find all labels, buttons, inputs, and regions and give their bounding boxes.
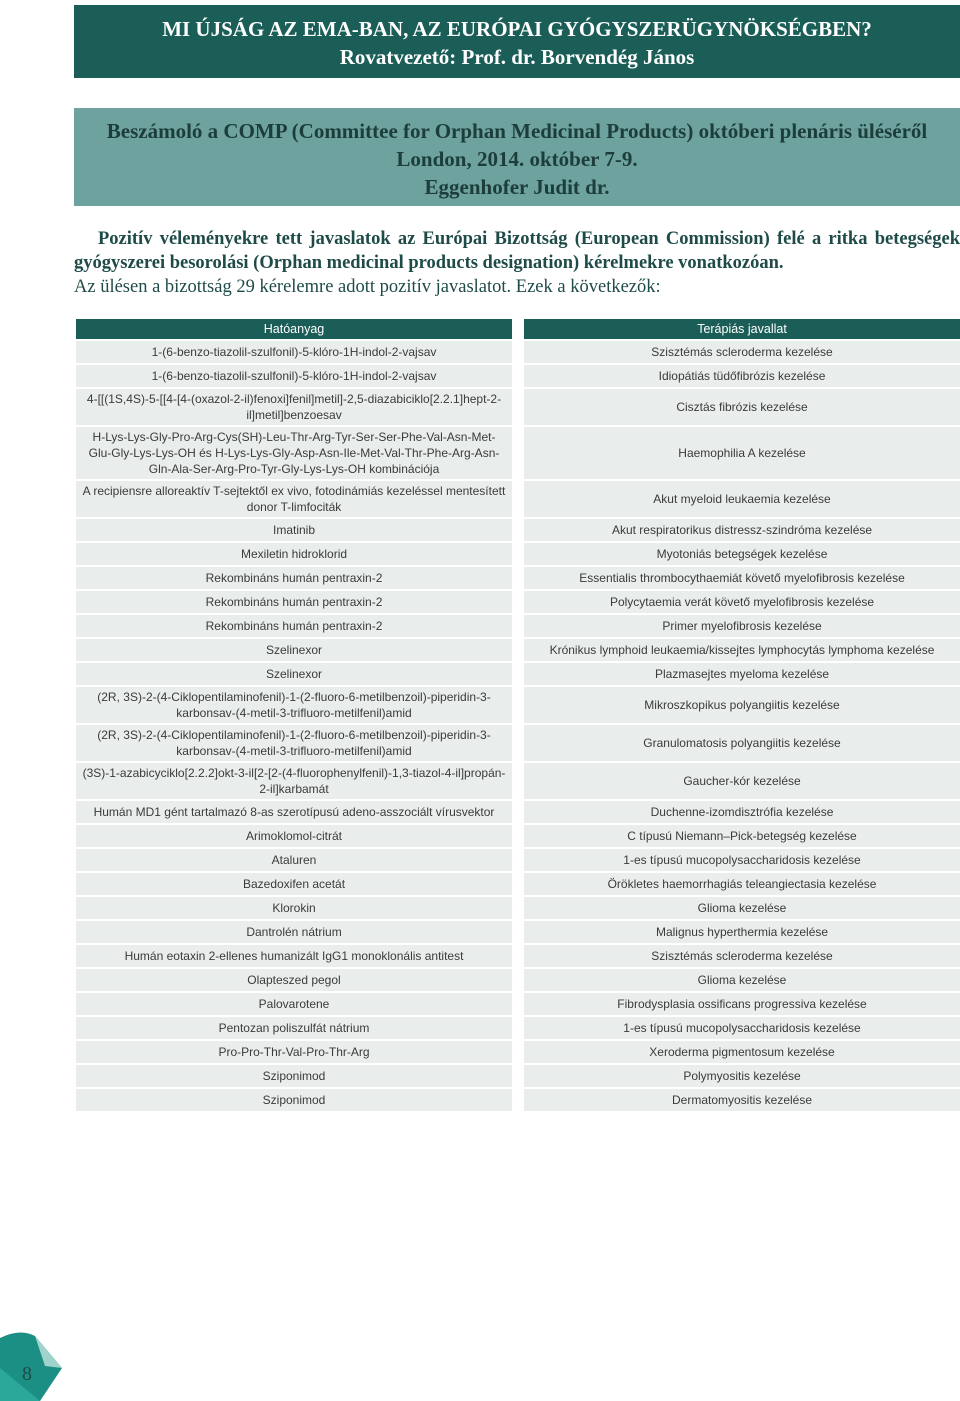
indication-cell: Örökletes haemorrhagiás teleangiectasia kezelése bbox=[524, 873, 960, 895]
table-row bbox=[76, 801, 960, 823]
table-row bbox=[76, 341, 960, 363]
table-row bbox=[76, 725, 960, 761]
section-header bbox=[74, 5, 960, 78]
indication-cell: Gaucher-kór kezelése bbox=[524, 763, 960, 799]
table-row bbox=[76, 825, 960, 847]
indication-cell: Idiopátiás tüdőfibrózis kezelése bbox=[524, 365, 960, 387]
table-row bbox=[76, 427, 960, 479]
indication-cell: Mikroszkopikus polyangiitis kezelése bbox=[524, 687, 960, 723]
substance-cell: Klorokin bbox=[76, 897, 512, 919]
indication-cell: Szisztémás scleroderma kezelése bbox=[524, 945, 960, 967]
substance-cell: 4-[[(1S,4S)-5-[[4-[4-(oxazol-2-il)fenoxi]fenil]metil]-2,5-diazabiciklo[2.2.1]hept-2-il]metil]benzoesav bbox=[76, 389, 512, 425]
column-header-substance: Hatóanyag bbox=[76, 319, 512, 339]
table-row bbox=[76, 849, 960, 871]
substance-cell: Rekombináns humán pentraxin-2 bbox=[76, 591, 512, 613]
report-header bbox=[74, 108, 960, 206]
table-header-row bbox=[76, 319, 960, 339]
intro-summary: Az ülésen a bizottság 29 kérelemre adott pozitív javaslatot. Ezek a következők: bbox=[74, 277, 661, 297]
indication-cell: Krónikus lymphoid leukaemia/kissejtes lymphocytás lymphoma kezelése bbox=[524, 639, 960, 661]
substance-cell: (2R, 3S)-2-(4-Ciklopentilaminofenil)-1-(2-fluoro-6-metilbenzoil)-piperidin-3-karbonsav-(4-metil-3-trifluoro-metilfenil)amid bbox=[76, 725, 512, 761]
substance-cell: Sziponimod bbox=[76, 1089, 512, 1111]
substance-cell: Pentozan poliszulfát nátrium bbox=[76, 1017, 512, 1039]
page-number: 8 bbox=[22, 1363, 32, 1385]
substance-cell: Szelinexor bbox=[76, 639, 512, 661]
substance-cell: Palovarotene bbox=[76, 993, 512, 1015]
table-row bbox=[76, 873, 960, 895]
indication-cell: Granulomatosis polyangiitis kezelése bbox=[524, 725, 960, 761]
indication-cell: 1-es típusú mucopolysaccharidosis kezelése bbox=[524, 1017, 960, 1039]
table-row bbox=[76, 591, 960, 613]
indication-cell: Cisztás fibrózis kezelése bbox=[524, 389, 960, 425]
table-row bbox=[76, 1065, 960, 1087]
table-row bbox=[76, 389, 960, 425]
substance-cell: 1-(6-benzo-tiazolil-szulfonil)-5-klóro-1H-indol-2-vajsav bbox=[76, 365, 512, 387]
substance-cell: Szelinexor bbox=[76, 663, 512, 685]
table-row bbox=[76, 1041, 960, 1063]
table-row bbox=[76, 921, 960, 943]
substance-cell: Ataluren bbox=[76, 849, 512, 871]
table-row bbox=[76, 481, 960, 517]
intro-text bbox=[74, 227, 960, 299]
table-row bbox=[76, 687, 960, 723]
indication-cell: Fibrodysplasia ossificans progressiva kezelése bbox=[524, 993, 960, 1015]
table-row bbox=[76, 763, 960, 799]
indication-cell: Haemophilia A kezelése bbox=[524, 427, 960, 479]
table-row bbox=[76, 969, 960, 991]
substance-cell: (2R, 3S)-2-(4-Ciklopentilaminofenil)-1-(2-fluoro-6-metilbenzoil)-piperidin-3-karbonsav-(4-metil-3-trifluoro-metilfenil)amid bbox=[76, 687, 512, 723]
report-title: Beszámoló a COMP (Committee for Orphan Medicinal Products) októberi plenáris üléséről bbox=[106, 119, 928, 143]
table-row bbox=[76, 519, 960, 541]
substance-cell: Rekombináns humán pentraxin-2 bbox=[76, 567, 512, 589]
substance-cell: Sziponimod bbox=[76, 1065, 512, 1087]
table-row bbox=[76, 1089, 960, 1111]
indication-cell: Polymyositis kezelése bbox=[524, 1065, 960, 1087]
indication-cell: Glioma kezelése bbox=[524, 969, 960, 991]
substance-cell: Humán eotaxin 2-ellenes humanizált IgG1 monoklonális antitest bbox=[76, 945, 512, 967]
indication-cell: Polycytaemia verát követő myelofibrosis kezelése bbox=[524, 591, 960, 613]
report-author: Eggenhofer Judit dr. bbox=[424, 175, 610, 199]
indication-cell: Szisztémás scleroderma kezelése bbox=[524, 341, 960, 363]
table-row bbox=[76, 897, 960, 919]
indication-cell: Plazmasejtes myeloma kezelése bbox=[524, 663, 960, 685]
report-location-date: London, 2014. október 7-9. bbox=[396, 147, 638, 171]
substance-cell: Olapteszed pegol bbox=[76, 969, 512, 991]
substance-cell: A recipiensre alloreaktív T-sejtektől ex vivo, fotodinámiás kezeléssel mentesített donor T-limfociták bbox=[76, 481, 512, 517]
substance-cell: Arimoklomol-citrát bbox=[76, 825, 512, 847]
indication-cell: Duchenne-izomdisztrófia kezelése bbox=[524, 801, 960, 823]
designations-table bbox=[76, 317, 960, 1113]
column-header-indication: Terápiás javallat bbox=[524, 319, 960, 339]
table-body bbox=[76, 341, 960, 1111]
indication-cell: Malignus hyperthermia kezelése bbox=[524, 921, 960, 943]
table-row bbox=[76, 615, 960, 637]
table-row bbox=[76, 945, 960, 967]
table-row bbox=[76, 1017, 960, 1039]
table-row bbox=[76, 543, 960, 565]
indication-cell: Akut respiratorikus distressz-szindróma kezelése bbox=[524, 519, 960, 541]
substance-cell: Dantrolén nátrium bbox=[76, 921, 512, 943]
indication-cell: C típusú Niemann–Pick-betegség kezelése bbox=[524, 825, 960, 847]
substance-cell: Pro-Pro-Thr-Val-Pro-Thr-Arg bbox=[76, 1041, 512, 1063]
table-row bbox=[76, 663, 960, 685]
substance-cell: H-Lys-Lys-Gly-Pro-Arg-Cys(SH)-Leu-Thr-Arg-Tyr-Ser-Ser-Phe-Val-Asn-Met-Glu-Gly-Lys-Lys-OH és H-Lys-Lys-Gly-Asp-Asn-Ile-Met-Val-Thr-Phe-Arg-Asn-Gln-Ala-Ser-Arg-Pro-Tyr-Gly-Lys-Lys-OH kombinációja bbox=[76, 427, 512, 479]
substance-cell: Rekombináns humán pentraxin-2 bbox=[76, 615, 512, 637]
section-editor: Rovatvezető: Prof. dr. Borvendég János bbox=[339, 45, 695, 69]
table-row bbox=[76, 567, 960, 589]
substance-cell: Humán MD1 gént tartalmazó 8-as szerotípusú adeno-asszociált vírusvektor bbox=[76, 801, 512, 823]
indication-cell: Primer myelofibrosis kezelése bbox=[524, 615, 960, 637]
indication-cell: Myotoniás betegségek kezelése bbox=[524, 543, 960, 565]
indication-cell: Dermatomyositis kezelése bbox=[524, 1089, 960, 1111]
section-title: MI ÚJSÁG AZ EMA-BAN, AZ EURÓPAI GYÓGYSZERÜGYNÖKSÉGBEN? bbox=[162, 17, 872, 41]
indication-cell: 1-es típusú mucopolysaccharidosis kezelése bbox=[524, 849, 960, 871]
indication-cell: Essentialis thrombocythaemiát követő myelofibrosis kezelése bbox=[524, 567, 960, 589]
table-row bbox=[76, 993, 960, 1015]
indication-cell: Akut myeloid leukaemia kezelése bbox=[524, 481, 960, 517]
substance-cell: Bazedoxifen acetát bbox=[76, 873, 512, 895]
intro-bold: Pozitív véleményekre tett javaslatok az Európai Bizottság (European Commission) felé a ritka betegségek gyógyszerei besorolási (Orphan medicinal products designation) kérelmekre vonatkozóan. bbox=[74, 229, 960, 273]
substance-cell: (3S)-1-azabicyciklo[2.2.2]okt-3-il[2-[2-(4-fluorophenylfenil)-1,3-tiazol-4-il]propán-2-il]karbamát bbox=[76, 763, 512, 799]
page-corner-decoration bbox=[0, 1328, 70, 1401]
table-row bbox=[76, 365, 960, 387]
substance-cell: 1-(6-benzo-tiazolil-szulfonil)-5-klóro-1H-indol-2-vajsav bbox=[76, 341, 512, 363]
substance-cell: Imatinib bbox=[76, 519, 512, 541]
indication-cell: Xeroderma pigmentosum kezelése bbox=[524, 1041, 960, 1063]
table-row bbox=[76, 639, 960, 661]
substance-cell: Mexiletin hidroklorid bbox=[76, 543, 512, 565]
indication-cell: Glioma kezelése bbox=[524, 897, 960, 919]
